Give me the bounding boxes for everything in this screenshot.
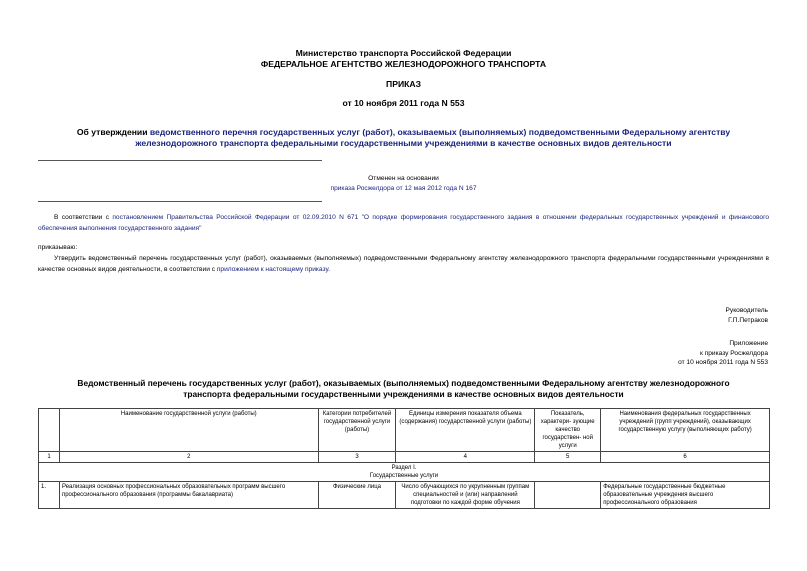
- column-number: 5: [535, 452, 601, 463]
- section-header: [39, 463, 770, 482]
- table-cell: Число обучающихся по укрупненным группам специальностей и (или) направлений подготовки по каждой форме обучения: [396, 482, 535, 509]
- agency-name: ФЕДЕРАЛЬНОЕ АГЕНТСТВО ЖЕЛЕЗНОДОРОЖНОГО ТРАНСПОРТА: [260, 59, 547, 69]
- doc-title-prefix: Об утверждении: [76, 127, 150, 137]
- appendix-ref-line3: от 10 ноября 2011 года N 553: [678, 359, 768, 366]
- paragraph-approve-text: Утвердить ведомственный перечень государственных услуг (работ), оказываемых (выполняемых) подведомственными Федеральному агентству железнодорожного транспорта федеральными государственными учреждениями в качестве основных видов деятельности, в соответствии с: [38, 255, 769, 273]
- ministry-name: Министерство транспорта Российской Федерации: [295, 48, 512, 58]
- appendix-ref-line1: Приложение: [729, 340, 768, 347]
- appendix-link[interactable]: приложением к настоящему приказу: [216, 266, 329, 273]
- column-number: 3: [318, 452, 396, 463]
- table-number-row: [39, 452, 770, 463]
- table-cell: 1.: [39, 482, 60, 509]
- cancel-note: Отменен на основании: [368, 175, 439, 182]
- services-table: [38, 408, 770, 509]
- column-number: 1: [39, 452, 60, 463]
- table-cell: Реализация основных профессиональных образовательных программ высшего профессионального образования (программы бакалавриата): [59, 482, 318, 509]
- cancel-note-link[interactable]: приказа Росжелдора от 12 мая 2012 года N 167: [330, 185, 477, 192]
- divider-bottom: [38, 201, 322, 202]
- doc-title-line1: [0, 127, 807, 138]
- table-header-cell: Единицы измерения показателя объема (содержания) государственной услуги (работы): [396, 409, 535, 452]
- table-header-cell: Категории потребителей государственной услуги (работы): [318, 409, 396, 452]
- order-word: приказываю:: [38, 244, 78, 251]
- paragraph-approve: [38, 253, 769, 275]
- table-header-cell: [39, 409, 60, 452]
- signature-block: [726, 306, 768, 325]
- appendix-title-line2: транспорта федеральными государственными учреждениями в качестве основных видов деятельности: [183, 389, 624, 399]
- divider-top: [38, 160, 322, 161]
- table-header-cell: Наименование государственной услуги (работы): [59, 409, 318, 452]
- column-number: 6: [601, 452, 770, 463]
- doc-title-link-1[interactable]: ведомственного перечня государственных услуг (работ), оказываемых (выполняемых) подведомственными Федеральному агентству: [149, 127, 731, 137]
- table-cell: Физические лица: [318, 482, 396, 509]
- section-title: Раздел I.: [391, 465, 417, 471]
- doc-date: от 10 ноября 2011 года N 553: [342, 98, 465, 108]
- section-subtitle: Государственные услуги: [369, 473, 439, 479]
- table-cell: Федеральные государственные бюджетные образовательные учреждения высшего профессионального образования: [601, 482, 770, 509]
- government-decree-link[interactable]: постановлением Правительства Российской Федерации от 02.09.2010 N 671 "О порядке формирования государственного задания в отношении федеральных государственных учреждений и финансового обеспечения выполнения государственного задания": [38, 214, 770, 232]
- table-header-cell: Наименования федеральных государственных учреждений (групп учреждений), оказывающих государственную услугу (выполняющих работу): [601, 409, 770, 452]
- table-header-cell: Показатель, характери- зующие качество государствен- ной услуги: [535, 409, 601, 452]
- appendix-ref-line2: к приказу Росжелдора: [699, 349, 768, 357]
- column-number: 2: [59, 452, 318, 463]
- signature-position: Руководитель: [725, 307, 768, 314]
- paragraph-basis-text: В соответствии с: [54, 214, 113, 221]
- column-number: 4: [396, 452, 535, 463]
- paragraph-basis: [38, 212, 769, 234]
- table-header-row: [39, 409, 770, 452]
- appendix-title-line1: Ведомственный перечень государственных услуг (работ), оказываемых (выполняемых) подведомственными Федеральному агентству железнодорожного: [77, 378, 730, 388]
- doc-title-link-2[interactable]: железнодорожного транспорта федеральными государственными учреждениями в качестве основных видов деятельности: [135, 138, 672, 148]
- table-row: [39, 482, 770, 509]
- table-cell: [535, 482, 601, 509]
- paragraph-approve-end: .: [328, 266, 330, 273]
- appendix-reference: [678, 339, 768, 368]
- table-section-row: [39, 463, 770, 482]
- signature-name: Г.П.Петраков: [728, 316, 768, 324]
- doc-type: ПРИКАЗ: [386, 79, 421, 89]
